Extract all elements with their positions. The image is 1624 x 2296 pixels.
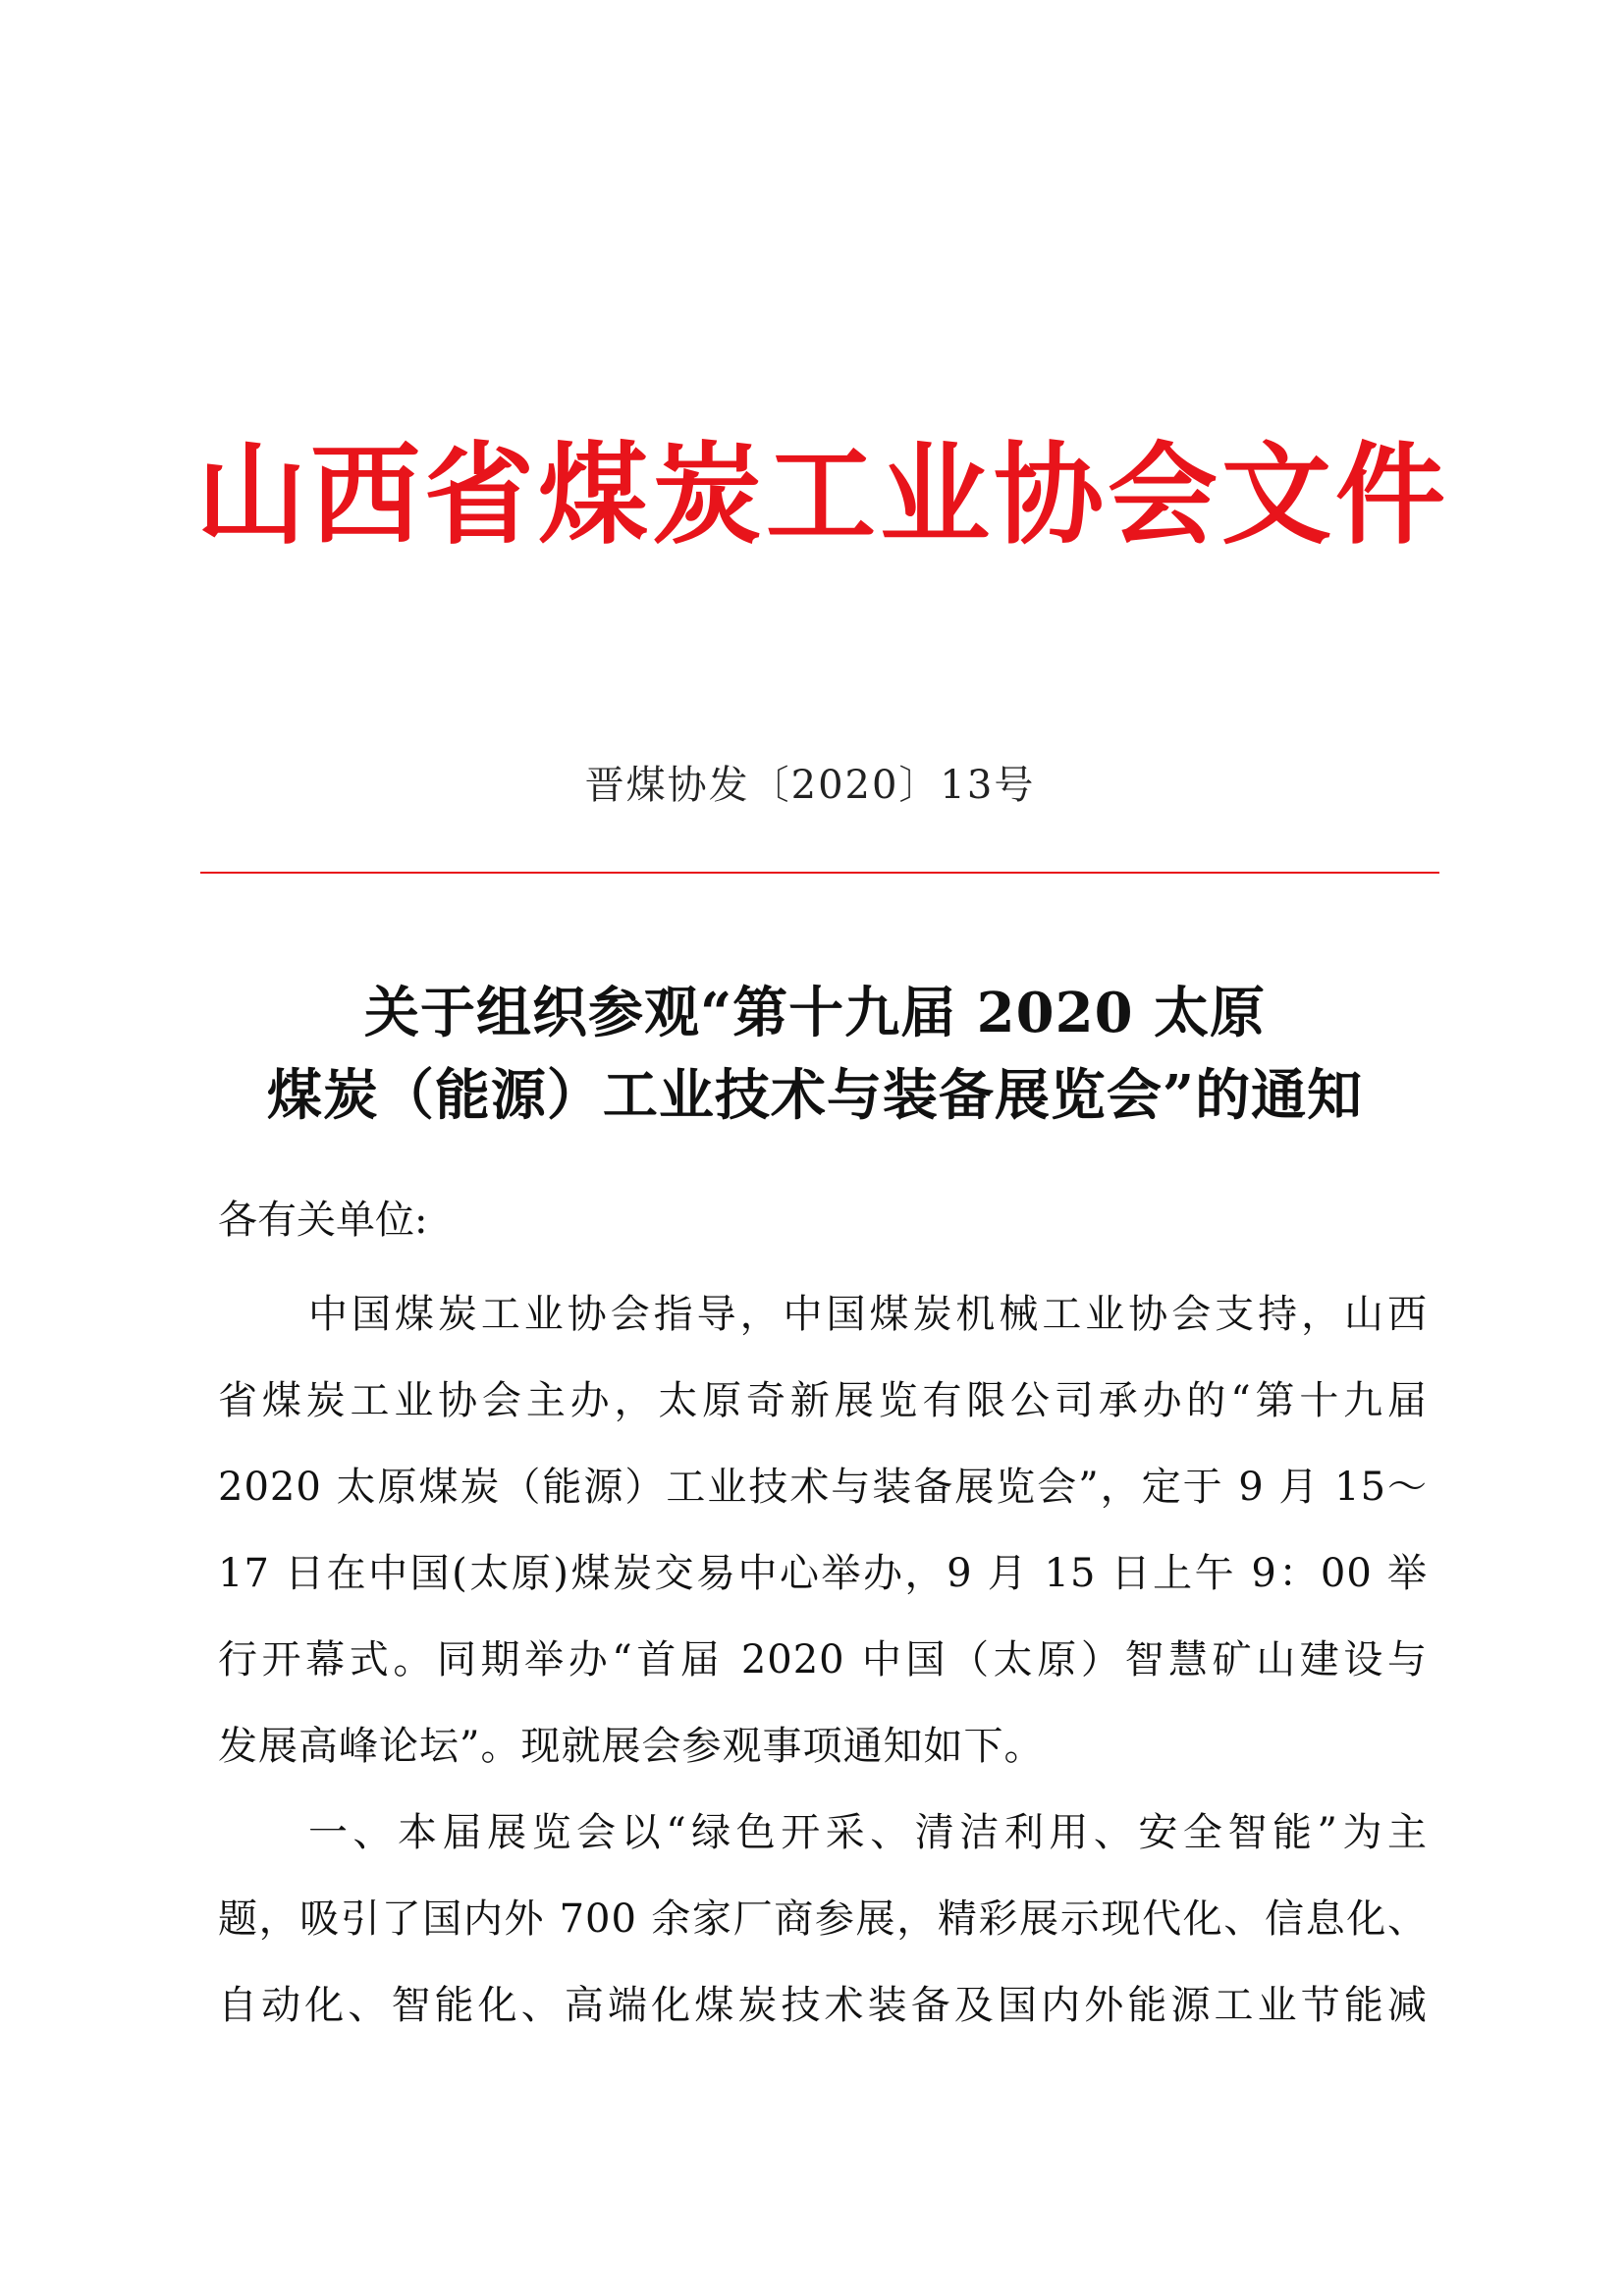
paragraph-line: 发展高峰论坛”。现就展会参观事项通知如下。 <box>218 1724 1045 1769</box>
notice-title-line-1: 关于组织参观“第十九届 2020 太原 <box>363 981 1267 1045</box>
salutation: 各有关单位: <box>218 1198 428 1243</box>
paragraph-line: 行开幕式。同期举办“首届 2020 中国（太原）智慧矿山建设与 <box>218 1637 1428 1682</box>
red-divider-line <box>200 872 1439 874</box>
paragraph-line: 自动化、智能化、高端化煤炭技术装备及国内外能源工业节能减 <box>218 1983 1428 2028</box>
paragraph-line: 17 日在中国(太原)煤炭交易中心举办，9 月 15 日上午 9：00 举 <box>218 1551 1428 1596</box>
notice-title <box>196 972 1434 1137</box>
notice-title-line-2: 煤炭（能源）工业技术与装备展览会”的通知 <box>266 1063 1364 1128</box>
document-number: 晋煤协发〔2020〕13号 <box>584 763 1036 808</box>
paragraph-line: 中国煤炭工业协会指导，中国煤炭机械工业协会支持，山西 <box>308 1292 1428 1337</box>
paragraph-line: 2020 太原煤炭（能源）工业技术与装备展览会”，定于 9 月 15～ <box>218 1465 1428 1510</box>
paragraph-line: 省煤炭工业协会主办，太原奇新展览有限公司承办的“第十九届 <box>218 1378 1428 1423</box>
paragraph-1 <box>218 1271 1428 1789</box>
paragraph-line: 题，吸引了国内外 700 余家厂商参展，精彩展示现代化、信息化、 <box>218 1896 1428 1942</box>
masthead-title: 山西省煤炭工业协会文件 <box>196 431 1449 560</box>
paragraph-2 <box>218 1789 1428 2049</box>
paragraph-line: 一、本届展览会以“绿色开采、清洁利用、安全智能”为主 <box>308 1810 1428 1855</box>
